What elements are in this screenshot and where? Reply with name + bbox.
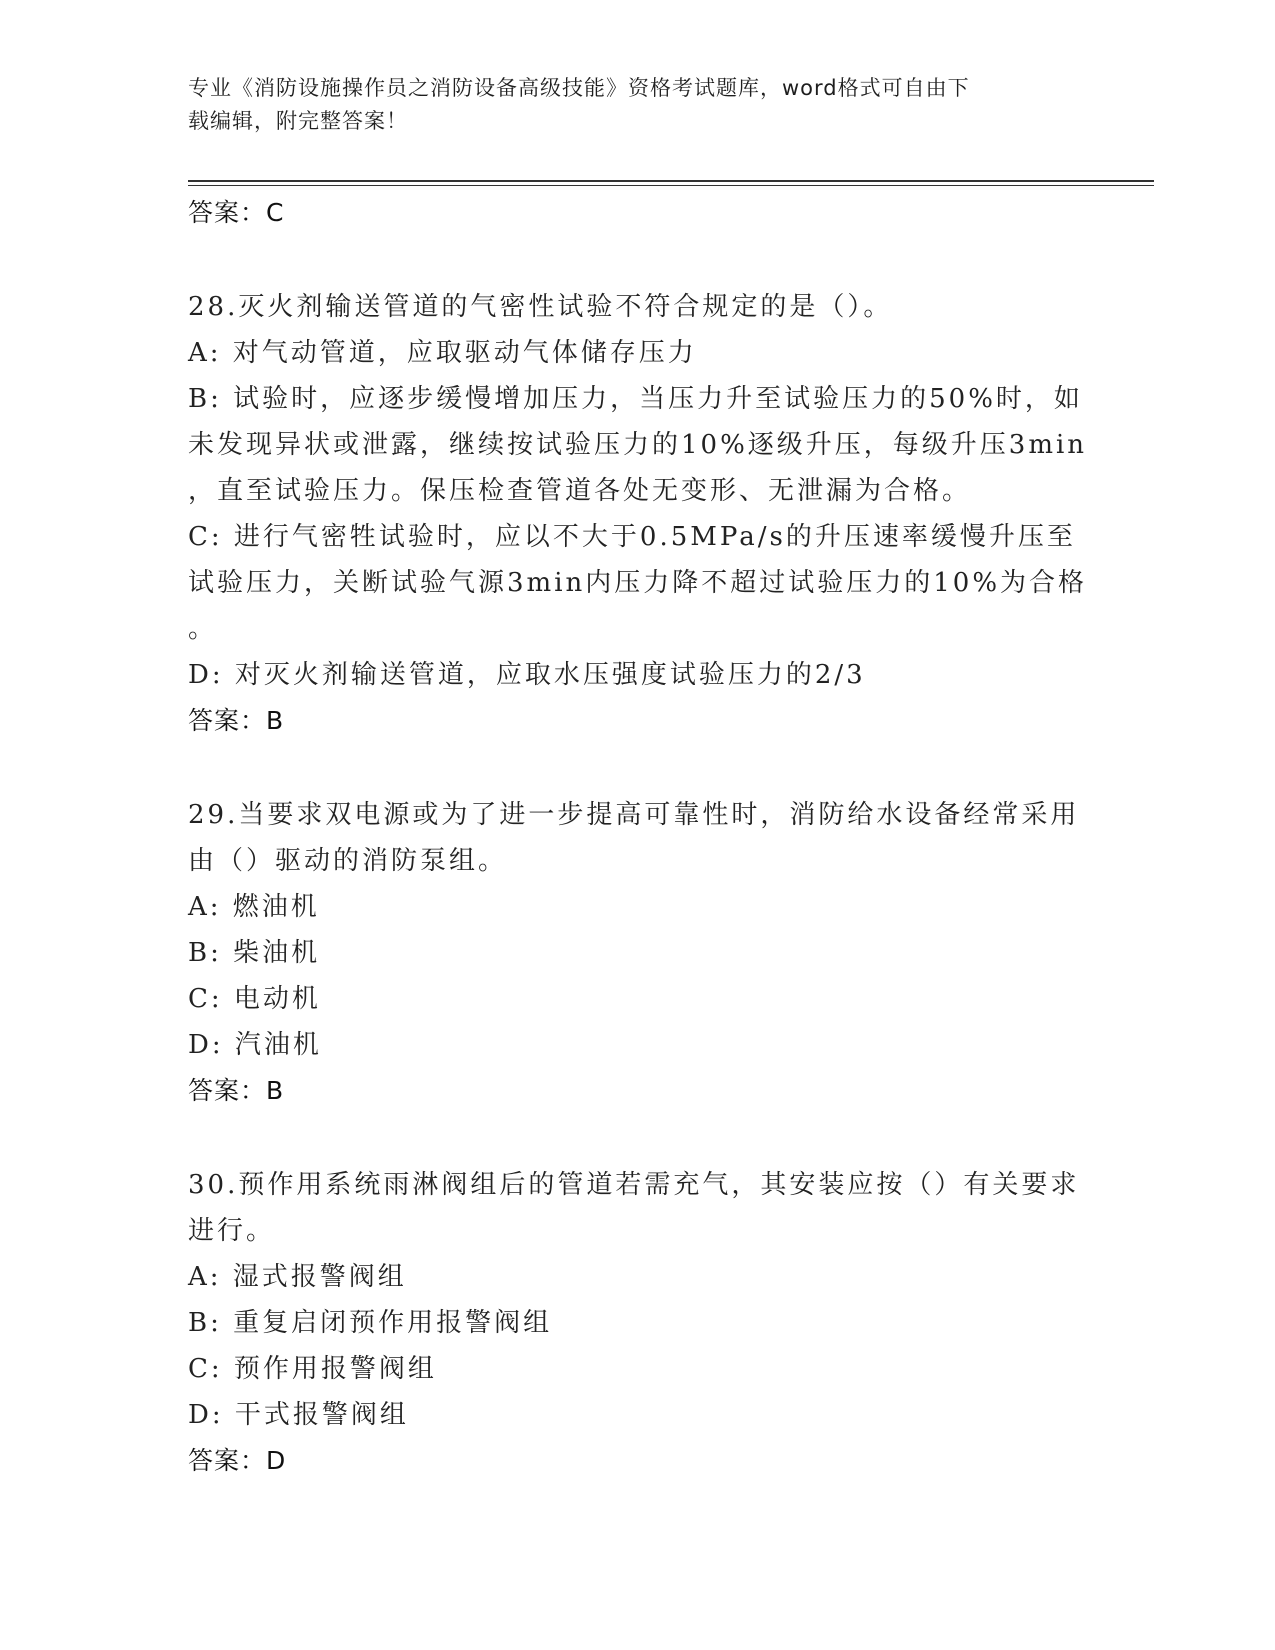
question-29 [188,792,1088,1114]
option-c: C: 预作用报警阀组 [188,1354,437,1384]
option-b-line: 未发现异状或泄露，继续按试验压力的10%逐级升压，每级升压3min [188,430,1088,460]
option-b-line: ，直至试验压力。保压检查管道各处无变形、无泄漏为合格。 [188,476,972,506]
option-d: D: 对灭火剂输送管道，应取水压强度试验压力的2/3 [188,660,866,690]
option-a: A: 燃油机 [188,892,320,922]
answer-line: 答案：B [188,1076,285,1105]
header-line-2: 载编辑，附完整答案！ [188,109,408,133]
question-30 [188,1162,1088,1484]
option-b [188,376,1088,514]
header-divider [188,180,1154,186]
page-header [188,72,1068,138]
option-d: D: 汽油机 [188,1030,322,1060]
option-d: D: 干式报警阀组 [188,1400,409,1430]
option-b: B: 重复启闭预作用报警阀组 [188,1308,553,1338]
option-b: B: 柴油机 [188,938,321,968]
question-stem: 29.当要求双电源或为了进一步提高可靠性时，消防给水设备经常采用 [188,800,1080,830]
option-c-line: 试验压力，关断试验气源3min内压力降不超过试验压力的10%为合格 [188,568,1088,598]
option-a: A: 湿式报警阀组 [188,1262,407,1292]
option-b-line: B: 试验时，应逐步缓慢增加压力，当压力升至试验压力的50%时，如 [188,384,1083,414]
option-c-line: 。 [188,614,218,644]
question-stem: 进行。 [188,1216,276,1246]
answer-line: 答案：D [188,1446,287,1475]
option-c-line: C: 进行气密牲试验时，应以不大于0.5MPa/s的升压速率缓慢升压至 [188,522,1076,552]
document-body [188,190,1088,1484]
answer-line: 答案：C [188,198,285,227]
option-a: A: 对气动管道，应取驱动气体储存压力 [188,338,697,368]
question-28 [188,284,1088,744]
header-line-1: 专业《消防设施操作员之消防设备高级技能》资格考试题库，word格式可自由下 [188,76,970,100]
question-stem: 28.灭火剂输送管道的气密性试验不符合规定的是（）。 [188,292,893,322]
answer-line: 答案：B [188,706,285,735]
option-c: C: 电动机 [188,984,321,1014]
option-c [188,514,1088,652]
question-stem: 30.预作用系统雨淋阀组后的管道若需充气，其安装应按（）有关要求 [188,1170,1080,1200]
question-stem: 由（）驱动的消防泵组。 [188,846,508,876]
